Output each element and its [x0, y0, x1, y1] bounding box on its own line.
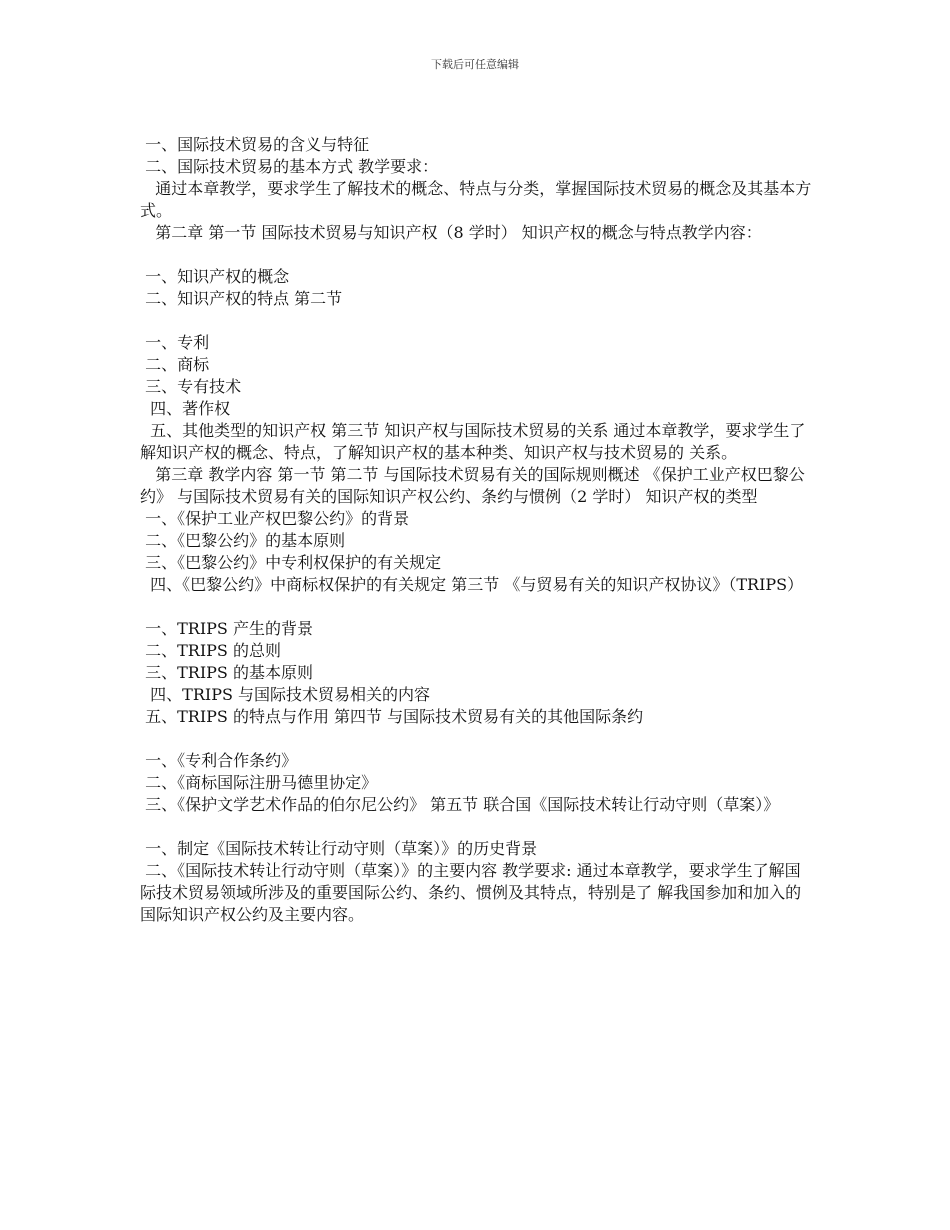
text-line: 二、《巴黎公约》的基本原则: [140, 531, 346, 550]
text-line: 二、商标: [140, 355, 210, 374]
text-line: 四、著作权: [140, 399, 231, 418]
text-line: 第二章 第一节 国际技术贸易与知识产权（8 学时） 知识产权的概念与特点教学内容：: [140, 223, 762, 242]
blank-line: [140, 310, 816, 332]
text-line: 四、TRIPS 与国际技术贸易相关的内容: [140, 685, 431, 704]
text-line: 一、《专利合作条约》: [140, 751, 298, 770]
text-line: 五、其他类型的知识产权 第三节 知识产权与国际技术贸易的关系 通过本章教学，要求学生了解知识产权的概念、特点，了解知识产权的基本种类、知识产权与技术贸易的 关系。: [140, 421, 806, 462]
text-line: 二、《国际技术转让行动守则（草案）》的主要内容 教学要求: 通过本章教学，要求学生了解国际技术贸易领域所涉及的重要国际公约、条约、惯例及其特点，特别是了 解我国参加和加入的国际知识产权公约及主要内容。: [140, 861, 802, 924]
text-line: 二、国际技术贸易的基本方式 教学要求：: [140, 157, 439, 176]
text-line: 三、专有技术: [140, 377, 242, 396]
text-line: 一、专利: [140, 333, 210, 352]
blank-line: [140, 244, 816, 266]
text-line: 一、《保护工业产权巴黎公约》的背景: [140, 509, 410, 528]
text-line: 一、制定《国际技术转让行动守则（草案）》的历史背景: [140, 839, 538, 858]
text-line: 三、《保护文学艺术作品的伯尔尼公约》 第五节 联合国《国际技术转让行动守则（草案）》: [140, 795, 780, 814]
text-line: 四、《巴黎公约》中商标权保护的有关规定 第三节 《与贸易有关的知识产权协议》（TRIPS）: [140, 575, 804, 594]
text-line: 二、TRIPS 的总则: [140, 641, 281, 660]
text-line: 三、《巴黎公约》中专利权保护的有关规定: [140, 553, 442, 572]
text-line: 二、知识产权的特点 第二节: [140, 289, 343, 308]
blank-line: [140, 816, 816, 838]
text-line: 三、TRIPS 的基本原则: [140, 663, 313, 682]
text-line: 一、TRIPS 产生的背景: [140, 619, 313, 638]
text-line: 一、知识产权的概念: [140, 267, 290, 286]
page-header: 下载后可任意编辑: [431, 58, 519, 71]
text-line: 第三章 教学内容 第一节 第二节 与国际技术贸易有关的国际规则概述 《保护工业产权巴黎公约》 与国际技术贸易有关的国际知识产权公约、条约与惯例（2 学时） 知识产权的类型: [140, 465, 805, 506]
blank-line: [140, 596, 816, 618]
text-line: 一、国际技术贸易的含义与特征: [140, 135, 370, 154]
blank-line: [140, 728, 816, 750]
text-line: 五、TRIPS 的特点与作用 第四节 与国际技术贸易有关的其他国际条约: [140, 707, 644, 726]
document-body: [140, 134, 816, 926]
text-line: 二、《商标国际注册马德里协定》: [140, 773, 378, 792]
text-line: 通过本章教学，要求学生了解技术的概念、特点与分类，掌握国际技术贸易的概念及其基本方式。: [140, 179, 812, 220]
